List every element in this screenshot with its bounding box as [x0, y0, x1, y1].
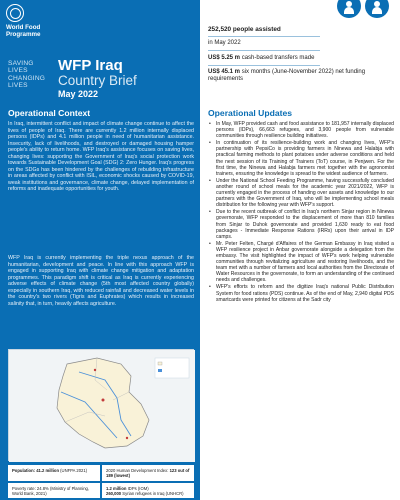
section-heading: Operational Updates [208, 108, 293, 118]
map-legend [155, 358, 189, 378]
list-item: • Due to the recent outbreak of conflict in Iraq's northern Sinjar region in Ninewa governorate, WFP responded to the displacement of more than 810 families from Sinjar to Duhok governorate and provided 1,630 ready to eat food packages - Immediate Response Rations (IRRs) upon their arrival in IDP camps. [208, 209, 394, 239]
title-line-1: WFP Iraq [58, 57, 123, 74]
slogan-line: LIVES [8, 81, 28, 89]
brief-title [58, 58, 137, 100]
list-item: • Mr. Peter Felten, Chargé d'Affaires of the German Embassy in Iraq visited a WFP resilience project in Anbar governorate alongside a delegation from the embassy. The visit highlighted the impact of WFP's work helping vulnerable communities through revitalizing agriculture and restoring livelihoods, and the team met with a number of farmers and local authorities from the Directorate of Water Resources in the governorate, to form an understanding of the continued needs and challenges. [208, 241, 394, 284]
people-icon [365, 0, 389, 18]
poverty-stat-box: Poverty rate: 24.8% (Ministry of Planning, World Bank, 2021) [8, 483, 100, 498]
section-heading: Operational Context [8, 108, 91, 118]
un-emblem-icon [6, 4, 24, 22]
header-stats [200, 0, 400, 103]
hdi-stat-box: 2020 Human Development Index: 123 out of 189 (lowest) [102, 465, 194, 481]
slogan [8, 60, 45, 89]
title-line-2: Country Brief [58, 73, 137, 88]
logo-line-1: World Food [6, 24, 41, 31]
operational-context-section [0, 103, 200, 500]
page-header [0, 0, 400, 103]
operational-updates-section [200, 103, 400, 500]
title-date: May 2022 [58, 89, 99, 99]
stat-period: in May 2022 [208, 40, 241, 46]
population-stat-box: Population: 41.2 million (UNFPA 2021) [8, 465, 100, 481]
list-item: • In May, WFP provided cash and food assistance to 181,957 internally displaced persons (IDPs), 66,663 refugees, and 3,900 people from vulnerable communities through resilience building initiatives. [208, 121, 394, 139]
divider [208, 36, 320, 37]
header-banner [0, 0, 200, 103]
iraq-map [8, 349, 194, 461]
list-item: • WFP's efforts to reform and the digitize Iraq's national Public Distribution System for food rations (PDS) continue. As of the end of May, 2,940 digital PDS smartcards were printed for citizens at the Sadr city [208, 284, 394, 302]
divider [208, 65, 320, 66]
funding-requirement-stat: US$ 45.1 m six months (June-November 2022) net funding requirements [208, 69, 366, 83]
slogan-line: LIVES [8, 67, 28, 75]
map-graphic [9, 350, 195, 462]
people-assisted-stat: 252,520 people assisted [208, 26, 281, 33]
list-item: • In continuation of its resilience-building work and changing lives, WFP's partnership with PepsiCo is providing farmers in Ninewa and Halabja with practical farming methods to plant potatoes under adverse conditions and held the next session of its Training of Trainers (ToT) course, in Penjwen. For the first time, the Ninewa and Halabja farmers met together with the agronomist trainers, ensuring the knowledge is spread to the widest audience of farmers. [208, 140, 394, 177]
list-item: • Under the National School Feeding Programme, having successfully concluded another round of school meals for the academic year 2021/2022, WFP is currently engaged in the process of handing over assets and knowledge to our partners with the Government of Iraq, who will be implementing school meals distribution for the following year with WFP's support. [208, 178, 394, 208]
context-paragraph: In Iraq, intermittent conflict and impact of climate change continue to affect the lives of people of Iraq. There are currently 1.2 million internally displaced persons (IDPs) and 4.1 million people in need of humanitarian assistance. Insecurity, lack of livelihoods, and destroyed or damaged housing hamper people's ability to return home. WFP Iraq's assistance focuses on saving lives, changing lives: supporting the Government of Iraq's social protection work towards Sustainable Development Goal (SDG) 2: Zero Hunger. Iraq's progress on the SDGs has been hindered by the challenges of rebuilding infrastructure in areas affected by conflict with ISIL, economic shocks caused by COVID-19, weak institutions and governance, climate change, delayed implementation of reforms and inadequate opportunities for youth. [8, 121, 194, 193]
city-marker [126, 437, 128, 439]
city-marker [102, 399, 105, 402]
slogan-line: CHANGING [8, 74, 46, 82]
divider [208, 50, 320, 51]
person-icon [337, 0, 361, 18]
slogan-line: SAVING [8, 60, 34, 67]
logo-line-2: Programme [6, 31, 41, 38]
city-marker [94, 369, 96, 371]
context-paragraph: WFP Iraq is currently implementing the triple nexus approach of the humanitarian, development and peace. In line with this approach WFP is engaged in supporting Iraq with climate change mitigation and adaptation programmes. This paradigm shift is critical as Iraq is currently experiencing adverse effects of climate change (5th most affected country globally) especially in southern Iraq, with reduced rainfall and decreased water levels in the country's two rivers (Tigris and Euphrates) which results in increased salinity that, in turn, heavily affects agriculture. [8, 255, 194, 307]
displacement-stat-box: 1.2 million IDPs (IOM) 260,000 Syrian refugees in Iraq (UNHCR) [102, 483, 194, 498]
wfp-logo [6, 4, 62, 38]
updates-list [208, 121, 394, 304]
cash-transfer-stat: US$ 5.25 m cash-based transfers made [208, 55, 315, 61]
